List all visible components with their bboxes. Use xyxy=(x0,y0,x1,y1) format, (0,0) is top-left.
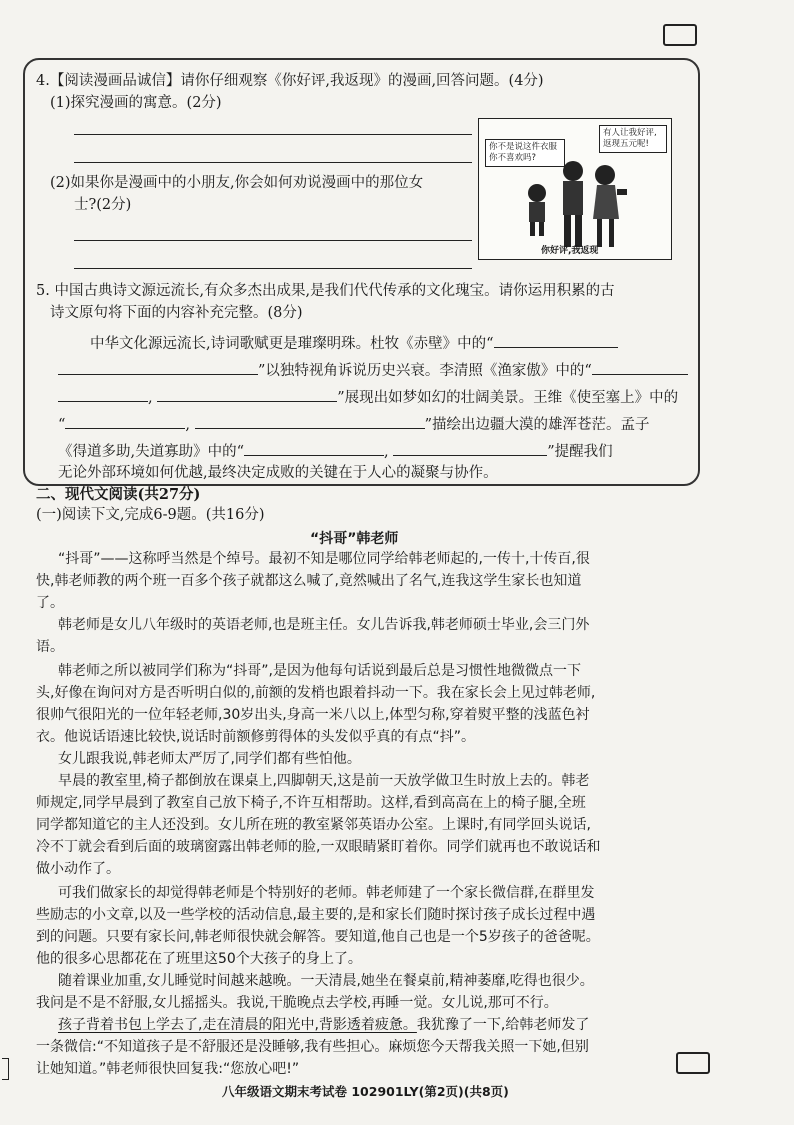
q5-text: , xyxy=(185,417,195,433)
article-line: 到的问题。只要有家长问,韩老师很快就会解答。要知道,他自己也是一个5岁孩子的爸爸呢。 xyxy=(36,929,600,945)
article-line: 了。 xyxy=(36,595,64,611)
article-line: 韩老师是女儿八年级时的英语老师,也是班主任。女儿告诉我,韩老师硕士毕业,会三门外 xyxy=(58,617,590,633)
article-line: 我问是不是不舒服,女儿摇摇头。我说,干脆晚点去学校,再睡一觉。女儿说,那可不行。 xyxy=(36,995,558,1011)
q5-line3 xyxy=(58,387,678,407)
article-line: 些励志的小文章,以及一些学校的活动信息,最主要的,是和家长们随时探讨孩子成长过程中遇 xyxy=(36,907,596,923)
article-line: 衣。他说话语速比较快,说话时前额修剪得体的头发似乎真的有点“抖”。 xyxy=(36,729,475,745)
article-line xyxy=(58,1014,589,1034)
q5-line6: 无论外部环境如何优越,最终决定成败的关键在于人心的凝聚与协作。 xyxy=(58,465,498,481)
poem-blank[interactable] xyxy=(592,360,688,375)
answer-line[interactable] xyxy=(74,240,472,241)
q5-line2 xyxy=(58,360,688,380)
q4-header: 4.【阅读漫画品诚信】请你仔细观察《你好评,我返现》的漫画,回答问题。(4分) xyxy=(36,73,544,89)
poem-blank[interactable] xyxy=(494,333,618,348)
answer-line[interactable] xyxy=(74,268,472,269)
poem-blank[interactable] xyxy=(393,441,547,456)
page-footer: 八年级语文期末考试卷 102901LY(第2页)(共8页) xyxy=(222,1084,509,1099)
article-line: 让她知道。”韩老师很快回复我:“您放心吧!” xyxy=(36,1061,300,1077)
q5-text: “ xyxy=(58,417,66,433)
article-line: 随着课业加重,女儿睡觉时间越来越晚。一天清晨,她坐在餐桌前,精神萎靡,吃得也很少。 xyxy=(58,973,594,989)
poem-blank[interactable] xyxy=(244,441,384,456)
article-line: 女儿跟我说,韩老师太严厉了,同学们都有些怕他。 xyxy=(58,751,361,767)
comic-caption: 你好评,我返现 xyxy=(541,246,599,256)
q4-sub2-line2: 士?(2分) xyxy=(74,197,132,213)
article-line: 他的很多心思都花在了班里这50个大孩子的身上了。 xyxy=(36,951,362,967)
section-title: 二、现代文阅读(共27分) xyxy=(36,486,201,503)
poem-blank[interactable] xyxy=(58,360,258,375)
article-line: 冷不丁就会看到后面的玻璃窗露出韩老师的脸,一双眼睛紧盯着你。同学们就再也不敢说话和 xyxy=(36,839,601,855)
article-line: 韩老师之所以被同学们称为“抖哥”,是因为他每句话说到最后总是习惯性地微微点一下 xyxy=(58,663,581,679)
poem-blank[interactable] xyxy=(65,414,185,429)
article-line: 语。 xyxy=(36,639,64,655)
q5-text: , xyxy=(384,444,394,460)
speech-bubble-child: 你不是说这件衣服你不喜欢吗? xyxy=(485,139,565,167)
comic-panel xyxy=(478,118,672,260)
q5-text: ”以独特视角诉说历史兴衰。李清照《渔家傲》中的“ xyxy=(258,363,592,379)
article-line: 可我们做家长的却觉得韩老师是个特别好的老师。韩老师建了一个家长微信群,在群里发 xyxy=(58,885,595,901)
article-line: 做小动作了。 xyxy=(36,861,120,877)
q5-text: ”提醒我们 xyxy=(547,444,613,460)
poem-blank[interactable] xyxy=(195,414,425,429)
q5-text: 《得道多助,失道寡助》中的“ xyxy=(58,444,245,460)
comic-figures-icon xyxy=(479,119,671,259)
bottom-right-score-box xyxy=(676,1052,710,1074)
answer-line[interactable] xyxy=(74,162,472,163)
article-line: 快,韩老师教的两个班一百多个孩子就都这么喊了,竟然喊出了名气,连我这学生家长也知道 xyxy=(36,573,582,589)
q4-sub1: (1)探究漫画的寓意。(2分) xyxy=(50,95,222,111)
poem-blank[interactable] xyxy=(58,387,148,402)
top-right-score-box xyxy=(663,24,697,46)
q5-header-line2: 诗文原句将下面的内容补充完整。(8分) xyxy=(50,305,303,321)
article-line: 同学都知道它的主人还没到。女儿所在班的教室紧邻英语办公室。上课时,有同学回头说话, xyxy=(36,817,591,833)
left-edge-mark xyxy=(2,1058,9,1080)
q4-sub2-line1: (2)如果你是漫画中的小朋友,你会如何劝说漫画中的那位女 xyxy=(50,175,424,191)
article-line: 很帅气很阳光的一位年轻老师,30岁出头,身高一米八以上,体型匀称,穿着熨平整的浅蓝色衬 xyxy=(36,707,590,723)
poem-blank[interactable] xyxy=(157,387,337,402)
q5-text: ”描绘出边疆大漠的雄浑苍茫。孟子 xyxy=(424,417,650,433)
speech-bubble-woman: 有人让我好评,返现五元呢! xyxy=(599,125,667,153)
article-line: “抖哥”——这称呼当然是个绰号。最初不知是哪位同学给韩老师起的,一传十,十传百,很 xyxy=(58,551,590,567)
answer-line[interactable] xyxy=(74,134,472,135)
q5-text: 中华文化源远流长,诗词歌赋更是璀璨明珠。杜牧《赤壁》中的“ xyxy=(90,336,494,352)
underlined-sentence: 孩子背着书包上学去了,走在清晨的阳光中,背影透着疲惫。 xyxy=(58,1017,417,1033)
q5-line5 xyxy=(58,441,613,461)
article-text: 我犹豫了一下,给韩老师发了 xyxy=(416,1017,590,1033)
q5-text: ”展现出如梦如幻的壮阔美景。王维《使至塞上》中的 xyxy=(337,390,679,406)
article-line: 头,好像在询问对方是否听明白似的,前额的发梢也跟着抖动一下。我在家长会上见过韩老师, xyxy=(36,685,596,701)
q5-line1 xyxy=(90,333,618,353)
article-line: 一条微信:“不知道孩子是不舒服还是没睡够,我有些担心。麻烦您今天帮我关照一下她,但别 xyxy=(36,1039,589,1055)
article-line: 早晨的教室里,椅子都倒放在课桌上,四脚朝天,这是前一天放学做卫生时放上去的。韩老 xyxy=(58,773,590,789)
q5-line4 xyxy=(58,414,650,434)
article-line: 师规定,同学早晨到了教室自己放下椅子,不许互相帮助。这样,看到高高在上的椅子腿,全班 xyxy=(36,795,586,811)
article-title: “抖哥”韩老师 xyxy=(310,531,399,547)
q5-text: , xyxy=(148,390,158,406)
q5-header-line1: 5. 中国古典诗文源远流长,有众多杰出成果,是我们代代传承的文化瑰宝。请你运用积累的古 xyxy=(36,283,615,299)
part-title: (一)阅读下文,完成6-9题。(共16分) xyxy=(36,507,265,523)
